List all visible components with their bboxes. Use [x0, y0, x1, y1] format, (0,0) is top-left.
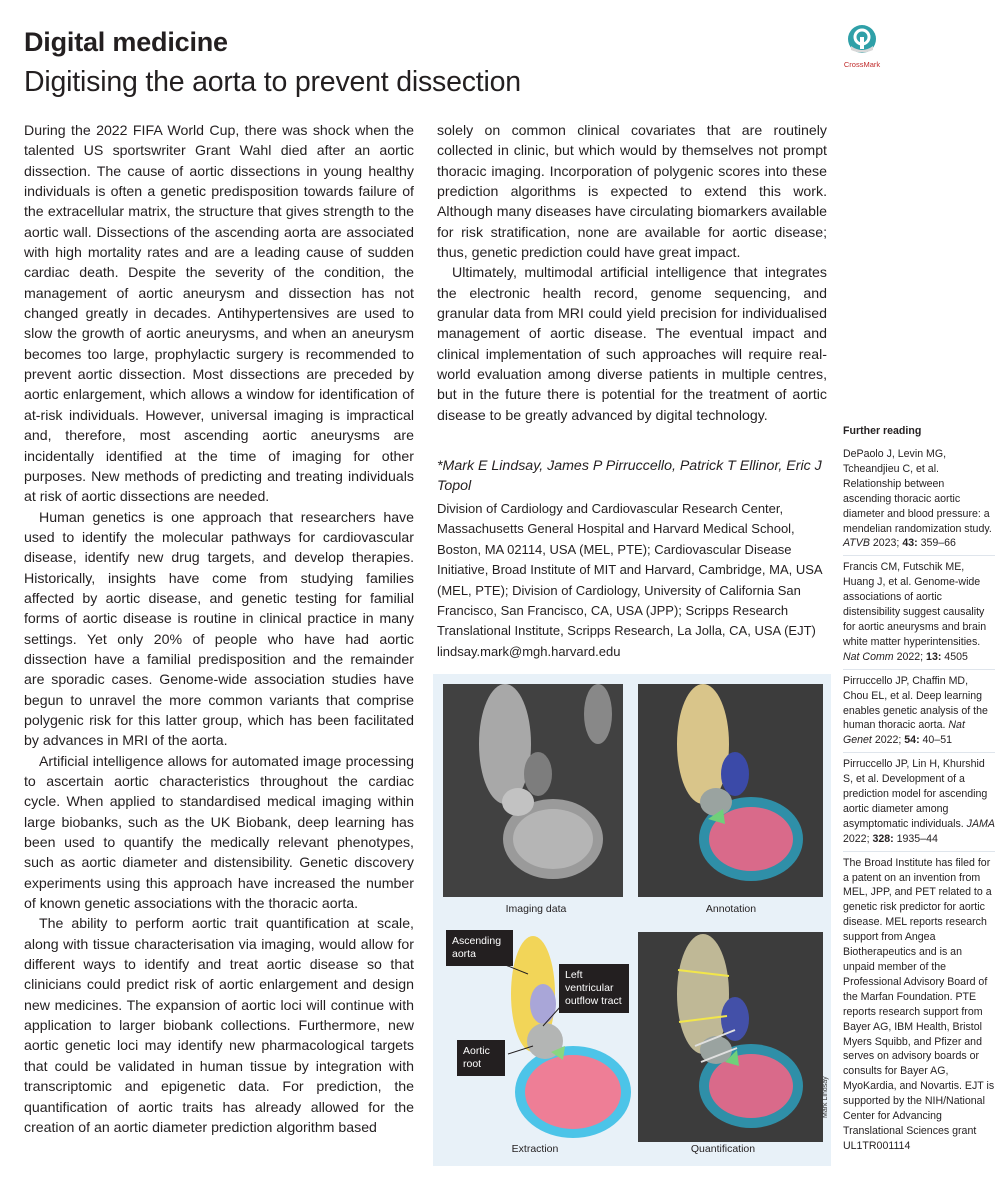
reference-item: Pirruccello JP, Lin H, Khurshid S, et al. Development of a prediction model for ascending aortic diameter among asymptomatic individuals. JAMA 2022; 328: 1935–44	[843, 758, 995, 845]
reference-item: Francis CM, Futschik ME, Huang J, et al. Genome-wide associations of aortic distensibility suggest causality for aortic aneurysms and brain white matter hyperintensities. Nat Comm 2022; 13: 4505	[843, 561, 987, 663]
label-ascending-aorta: Ascending aorta	[446, 930, 513, 966]
paragraph: Artificial intelligence allows for automated image processing to ascertain aortic characteristics throughout the cardiac cycle. When applied to standardised medical imaging within large biobanks, such as the UK Biobank, deep learning has been used to quantify the medically relevant phenotypes, such as aortic diameter and distensibility. Genetic discovery experiments using this approach have increased the number of known genetic associations with the thoracic aorta.	[24, 752, 414, 912]
paragraph: During the 2022 FIFA World Cup, there was shock when the talented US sportswriter Grant Wahl died after an aortic dissection. The cause of aortic dissections in young healthy individuals is often a genetic predisposition towards failure of the extracellular matrix, the structure that gives strength to the aortic wall. Dissections of the ascending aorta are associated with high mortality rates and are a leading cause of sudden cardiac death. Despite the severity of the condition, the management of aortic aneurysm and dissection has not changed greatly in decades. Antihypertensives are used to slow the growth of aortic aneurysms, and when an aneurysm becomes too large, prophylactic surgery is recommended to prevent aortic dissection. Most dissections are preceded by aortic enlargement, which allows a window for identification of at-risk individuals. However, universal imaging is impractical and, therefore, most ascending aortic aneurysms are incidentally identified at the time of imaging for other purposes. New methods of predicting and treating individuals at risk of aortic dissections are needed.	[24, 122, 414, 505]
caption-extraction: Extraction	[511, 1143, 559, 1155]
affiliations	[437, 499, 832, 662]
body-column-2	[437, 120, 827, 425]
reference-item: DePaolo J, Levin MG, Tcheandjieu C, et al. Relationship between ascending thoracic aortic diameter and blood pressure: a mendelian randomization study. ATVB 2023; 43: 359–66	[843, 448, 992, 550]
paragraph: Ultimately, multimodal artificial intelligence that integrates the electronic health record, genome sequencing, and granular data from MRI could yield precision for individualised management of aortic disease. The eventual impact and clinical implementation of such approaches will require real-world evaluation among diverse patients in multiple centres, but in the future there is potential for the treatment of aortic disease to be greatly advanced by digital technology.	[437, 264, 827, 423]
crossmark-label: CrossMark	[843, 60, 881, 69]
body-column-1	[24, 120, 414, 1137]
crossmark-badge[interactable]	[836, 24, 888, 72]
reference-item: Pirruccello JP, Chaffin MD, Chou EL, et al. Deep learning enables genetic analysis of the human thoracic aorta. Nat Genet 2022; 54: 40–51	[843, 674, 988, 747]
figure-panel	[433, 674, 831, 1166]
reference-list	[843, 447, 995, 1154]
article-title: Digitising the aorta to prevent dissection	[24, 66, 521, 98]
paragraph: solely on common clinical covariates that are routinely collected in clinic, but which would by themselves not prompt thoracic imaging. Incorporation of polygenic scores into these prediction algorithms is expected to extend this work. Although many diseases have circulating biomarkers available for risk stratification, none are available for aortic disease; thus, genetic prediction could have great impact.	[437, 122, 827, 261]
figure-credit: Mark Lindsay	[822, 1076, 829, 1118]
caption-imaging: Imaging data	[505, 903, 567, 915]
paragraph: Human genetics is one approach that researchers have used to identify the molecular pathways for cardiovascular disease, identify new drug targets, and develop therapies. Historically, insights have come from studying families affected by aortic disease, and genetic testing for familial forms of aortic disease is routine in clinical practice in many settings. Yet only 20% of people who have had aortic dissection have a familial predisposition and the remainder are sporadic cases. Genome-wide association studies have begun to unravel the more common variants that comprise polygenic risk for this latter group, which has been facilitated by advances in MRI of the aorta.	[24, 508, 414, 749]
label-lvot: Left ventricular outflow tract	[559, 964, 629, 1013]
further-reading-title: Further reading	[843, 425, 922, 437]
email-link[interactable]: lindsay.mark@mgh.harvard.edu	[437, 643, 621, 659]
affiliation-text: Division of Cardiology and Cardiovascular Research Center, Massachusetts General Hospital and Harvard Medical School, Boston, MA 02114, USA (MEL, PTE); Cardiovascular Disease Initiative, Broad Institute of MIT and Harvard, Cambridge, MA, USA (MEL, PTE); Division of Cardiology, University of California San Francisco, San Francisco, CA, USA (JPP); Scripps Research Translational Institute, Scripps Research, La Jolla, CA, USA (EJT)	[437, 501, 822, 639]
disclosure-statement: The Broad Institute has filed for a patent on an invention from MEL, JPP, and PET related to a genetic risk predictor for aortic disease. MEL reports research support from Angea Biotherapeutics and is an unpaid member of the Professional Advisory Board of the Marfan Foundation. PTE reports research support from Bayer AG, IBM Health, Bristol Myers Squibb, and Pfizer and serves on advisory boards or consults for Bayer AG, MyoKardia, and Novartis. EJT is supported by the NIH/National Center for Advancing Translational Sciences grant UL1TR001114	[843, 856, 995, 1152]
paragraph: The ability to perform aortic trait quantification at scale, along with tissue characterisation via imaging, would allow for different ways to identify and treat aortic disease so that clinicians could predict risk of aortic enlargement and design new medicines. The expansion of aortic loci will continue with application to larger biobank collections. Furthermore, new aortic genetic loci may identify new pharmacological targets that could be validated in human tissue by integration with transcriptomic and epigenetic data. For prediction, the quantification of aortic traits has already allowed for the creation of an aortic diameter prediction algorithm based	[24, 915, 414, 1135]
author-list: *Mark E Lindsay, James P Pirruccello, Patrick T Ellinor, Eric J Topol	[437, 458, 822, 494]
caption-annotation: Annotation	[705, 903, 757, 915]
crossmark-icon	[847, 24, 877, 54]
caption-quantification: Quantification	[690, 1143, 756, 1155]
figure-illustration	[433, 674, 831, 1166]
label-aortic-root: Aortic root	[457, 1040, 505, 1076]
section-heading: Digital medicine	[24, 27, 228, 57]
